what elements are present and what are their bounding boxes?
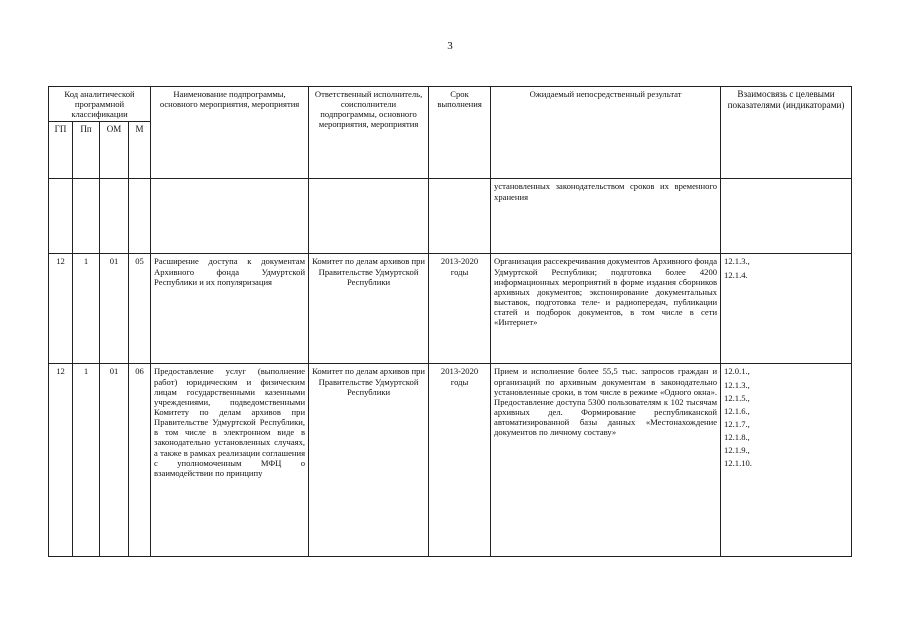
cell-m: 05 <box>129 254 151 364</box>
cell-empty <box>721 179 852 254</box>
indicator-item: 12.1.3., <box>724 379 750 390</box>
cell-term: 2013-2020 годы <box>429 254 491 364</box>
indicator-item: 12.1.5., <box>724 392 750 403</box>
cell-pp: 1 <box>73 364 100 557</box>
cell-empty <box>100 179 129 254</box>
header-om: ОМ <box>100 122 129 179</box>
header-pp: Пп <box>73 122 100 179</box>
header-name: Наименование подпрограммы, основного мероприятия, мероприятия <box>151 87 309 179</box>
header-gp: ГП <box>49 122 73 179</box>
indicator-item: 12.1.7., <box>724 418 750 429</box>
indicator-item: 12.1.4. <box>724 269 748 280</box>
header-indicators: Взаимосвязь с целевыми показателями (индикаторами) <box>721 87 852 179</box>
indicator-item: 12.1.9., <box>724 445 750 456</box>
cell-gp: 12 <box>49 254 73 364</box>
cell-name: Расширение доступа к документам Архивного фонда Удмуртской Республики и их популяризация <box>151 254 309 364</box>
cell-empty <box>429 179 491 254</box>
cell-name: Предоставление услуг (выполнение работ) юридическим и физическим лицам государственными казенными учреждениями, подведомственными Комитету по делам архивов при Правительстве Удмуртской Республики, в том числе в электронном виде в законодательно установленных случаях, а также в рамках реализации соглашения с уполномоченным МФЦ о взаимодействии по принципу <box>151 364 309 557</box>
header-result: Ожидаемый непосредственный результат <box>491 87 721 179</box>
indicator-item: 12.1.10. <box>724 458 752 469</box>
cell-indicators <box>721 254 852 364</box>
indicator-item: 12.0.1., <box>724 366 750 377</box>
table-row <box>49 254 852 364</box>
cell-empty <box>49 179 73 254</box>
indicator-item: 12.1.3., <box>724 256 750 267</box>
cell-result: Организация рассекречивания документов Архивного фонда Удмуртской Республики; подготовка более 4200 информационных мероприятий в форме издания сборников архивных документов; экспонирование документальных выставок, подготовка теле- и радиопередач, публикации статей и подборок документов, в том числе в сети «Интернет» <box>491 254 721 364</box>
cell-empty <box>129 179 151 254</box>
cell-result: Прием и исполнение более 55,5 тыс. запросов граждан и организаций по архивным документам в законодательно установленные сроки, в том числе в режиме «Одного окна». Предоставление доступа 5300 пользователям к 102 тысячам архивных дел. Формирование республиканской автоматизированной базы данных «Местонахождение документов по личному составу» <box>491 364 721 557</box>
indicator-item: 12.1.6., <box>724 405 750 416</box>
cell-m: 06 <box>129 364 151 557</box>
cell-empty <box>309 179 429 254</box>
header-code-group: Код аналитической программной классификации <box>49 87 151 122</box>
cell-om: 01 <box>100 254 129 364</box>
header-term: Срок выполнения <box>429 87 491 179</box>
cell-executor: Комитет по делам архивов при Правительстве Удмуртской Республики <box>309 254 429 364</box>
table-row <box>49 364 852 557</box>
cell-pp: 1 <box>73 254 100 364</box>
table-row-continuation <box>49 179 852 254</box>
indicator-item: 12.1.8., <box>724 432 750 443</box>
page-number: 3 <box>447 40 453 52</box>
cell-empty <box>73 179 100 254</box>
cell-term: 2013-2020 годы <box>429 364 491 557</box>
cell-indicators <box>721 364 852 557</box>
cell-executor: Комитет по делам архивов при Правительстве Удмуртской Республики <box>309 364 429 557</box>
header-m: М <box>129 122 151 179</box>
cell-result-continuation: установленных законодательством сроков их временного хранения <box>491 179 721 254</box>
program-table <box>48 86 852 557</box>
cell-gp: 12 <box>49 364 73 557</box>
cell-empty <box>151 179 309 254</box>
cell-om: 01 <box>100 364 129 557</box>
header-executor: Ответственный исполнитель, соисполнители подпрограммы, основного мероприятия, мероприятия <box>309 87 429 179</box>
